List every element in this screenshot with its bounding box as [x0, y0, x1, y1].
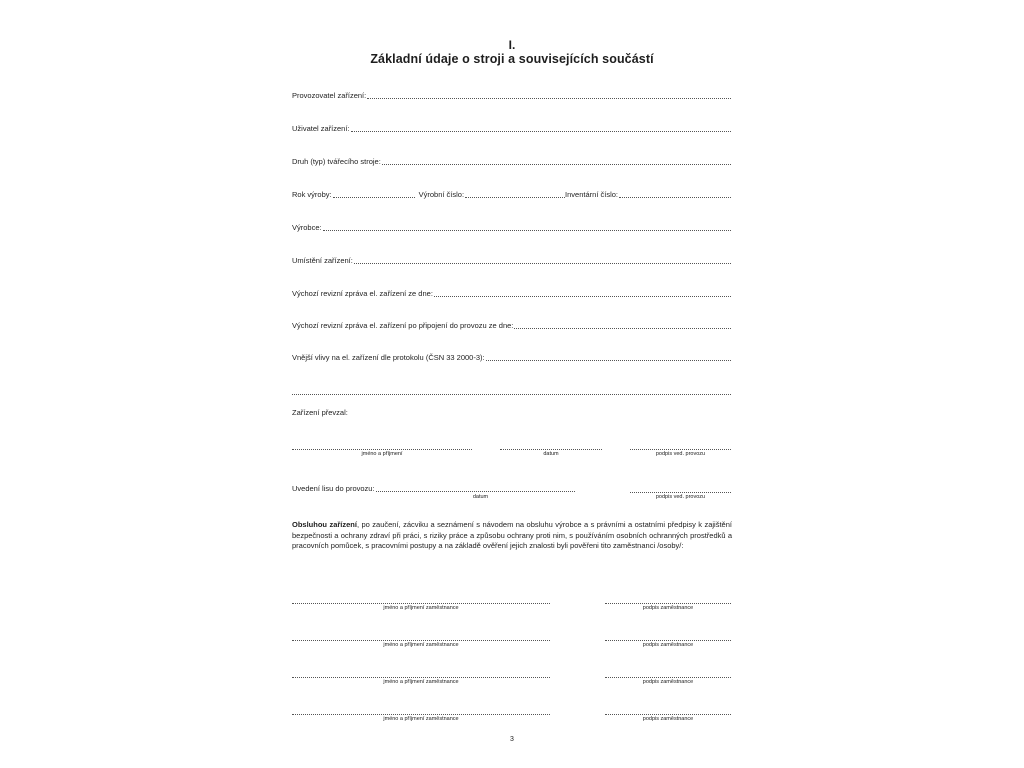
external-influences-field[interactable] [292, 350, 731, 362]
manufacturer-field[interactable] [292, 220, 731, 232]
employee-name-caption: jméno a příjmení zaměstnance [383, 716, 459, 722]
taken-over-label: Zařízení převzal: [292, 408, 348, 417]
employee-signature-line[interactable] [605, 708, 731, 715]
taken-over-name-signature[interactable] [292, 443, 472, 461]
revision-report-connection-label: Výchozí revizní zpráva el. zařízení po připojení do provozu ze dne: [292, 321, 514, 330]
operator-field[interactable] [292, 88, 731, 100]
paragraph-text: , po zaučení, zácviku a seznámení s návodem na obsluhu výrobce a s právními a ostatními předpisy k zajištění bezpečnosti a ochrany zdraví při práci, s riziky práce a způsobu ochrany proti nim, s používáním osobních ochranných prostředků a pracovních pomůcek, s pracovními postupy a na základě ověření jejich znalosti byli pověřeni tito zaměstnanci /osoby/: [292, 520, 732, 550]
external-influences-continuation[interactable] [292, 384, 731, 396]
manufacturer-label: Výrobce: [292, 223, 322, 232]
external-influences-line[interactable] [486, 353, 731, 361]
user-label: Uživatel zařízení: [292, 124, 350, 133]
section-number: I. [508, 38, 516, 52]
revision-report-line[interactable] [434, 289, 731, 297]
employee-signature-caption: podpis zaměstnance [642, 642, 694, 648]
inventory-label: Inventární číslo: [565, 190, 618, 199]
serial-line[interactable] [465, 190, 565, 198]
taken-over-signature-caption: podpis ved. provozu [655, 451, 706, 457]
external-influences-line-2[interactable] [292, 387, 731, 395]
employee-name-line[interactable] [292, 597, 550, 604]
year-line[interactable] [333, 190, 415, 198]
external-influences-label: Vnější vlivy na el. zařízení dle protokolu (ČSN 33 2000-3): [292, 353, 485, 362]
commissioning-signature-line[interactable] [630, 486, 731, 493]
employee-signature[interactable] [605, 634, 731, 652]
revision-report-label: Výchozí revizní zpráva el. zařízení ze dne: [292, 289, 433, 298]
employee-signature-line[interactable] [605, 597, 731, 604]
taken-over-signature-line[interactable] [630, 443, 731, 450]
employee-signature-caption: podpis zaměstnance [642, 605, 694, 611]
employee-name-line[interactable] [292, 671, 550, 678]
employee-name-line[interactable] [292, 708, 550, 715]
operator-instruction-paragraph [292, 520, 732, 552]
revision-report-connection-field[interactable] [292, 318, 731, 330]
page-number: 3 [510, 736, 514, 743]
employee-signature-line[interactable] [605, 634, 731, 641]
serial-label: Výrobní číslo: [418, 190, 465, 199]
location-field[interactable] [292, 253, 731, 265]
machine-type-line[interactable] [382, 157, 731, 165]
taken-over-date[interactable] [500, 443, 602, 461]
manufacturer-line[interactable] [323, 223, 731, 231]
employee-signature[interactable] [605, 597, 731, 615]
taken-over-name-line[interactable] [292, 443, 472, 450]
year-serial-inventory-row [292, 187, 731, 199]
employee-name-signature[interactable] [292, 634, 550, 652]
commissioning-signature-caption: podpis ved. provozu [655, 494, 706, 500]
employee-name-signature[interactable] [292, 708, 550, 726]
location-line[interactable] [354, 256, 731, 264]
location-label: Umístění zařízení: [292, 256, 353, 265]
user-field[interactable] [292, 121, 731, 133]
revision-report-field[interactable] [292, 286, 731, 298]
operator-label: Provozovatel zařízení: [292, 91, 367, 100]
commissioning-date [386, 486, 575, 504]
taken-over-name-caption: jméno a příjmení [361, 451, 403, 457]
employee-signature-caption: podpis zaměstnance [642, 679, 694, 685]
commissioning-manager-signature[interactable] [630, 486, 731, 504]
employee-name-caption: jméno a příjmení zaměstnance [383, 605, 459, 611]
revision-report-connection-line[interactable] [514, 321, 731, 329]
employee-name-caption: jméno a příjmení zaměstnance [383, 642, 459, 648]
operator-line[interactable] [367, 91, 731, 99]
employee-signature-line[interactable] [605, 671, 731, 678]
taken-over-date-caption: datum [543, 451, 559, 457]
page-title: Základní údaje o stroji a souvisejících součástí [370, 52, 654, 66]
machine-type-label: Druh (typ) tvářecího stroje: [292, 157, 381, 166]
commissioning-label: Uvedení lisu do provozu: [292, 484, 375, 493]
employee-name-caption: jméno a příjmení zaměstnance [383, 679, 459, 685]
taken-over-date-line[interactable] [500, 443, 602, 450]
commissioning-date-caption: datum [472, 494, 489, 500]
employee-name-signature[interactable] [292, 597, 550, 615]
inventory-line[interactable] [619, 190, 731, 198]
employee-name-line[interactable] [292, 634, 550, 641]
employee-signature[interactable] [605, 671, 731, 689]
employee-signature-caption: podpis zaměstnance [642, 716, 694, 722]
employee-name-signature[interactable] [292, 671, 550, 689]
taken-over-manager-signature[interactable] [630, 443, 731, 461]
user-line[interactable] [351, 124, 731, 132]
employee-signature[interactable] [605, 708, 731, 726]
year-label: Rok výroby: [292, 190, 332, 199]
machine-type-field[interactable] [292, 154, 731, 166]
paragraph-bold-lead: Obsluhou zařízení [292, 520, 357, 529]
